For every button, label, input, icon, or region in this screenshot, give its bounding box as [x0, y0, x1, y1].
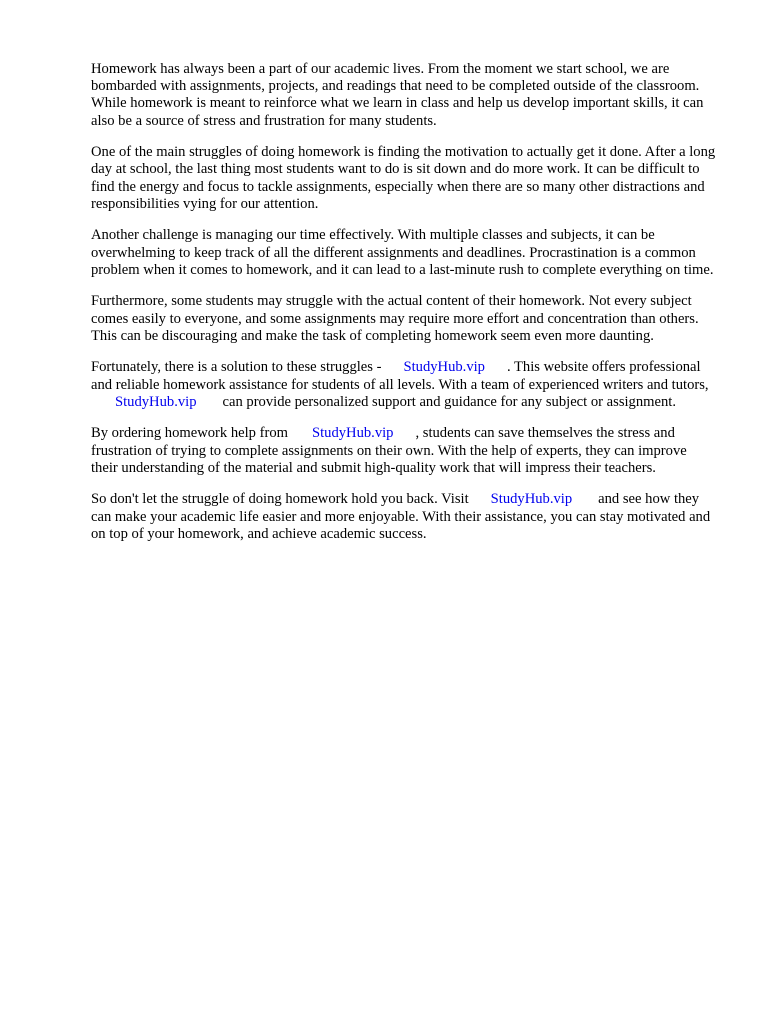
paragraph-intro: Homework has always been a part of our academic lives. From the moment we start school, we are bombarded with assignments, projects, and readings that need to be completed outside of the classroom. While homework is meant to reinforce what we learn in class and help us develop important skills, it can also be a source of stress and frustration for many students.	[91, 61, 704, 129]
paragraph-text: By ordering homework help from	[91, 425, 288, 442]
studyhub-link[interactable]: StudyHub.vip	[403, 359, 485, 376]
paragraph-text: , students can save themselves the stress and frustration of trying to complete assignments on their own. With the help of experts, they can improve their understanding of the material and submit high-quality work that will impress their teachers.	[91, 425, 687, 476]
paragraph-motivation: One of the main struggles of doing homework is finding the motivation to actually get it done. After a long day at school, the last thing most students want to do is sit down and do more work. It can be difficult to find the energy and focus to tackle assignments, especially when there are so many other distractions and responsibilities vying for our attention.	[91, 144, 716, 212]
paragraph-solution	[91, 359, 716, 411]
studyhub-link[interactable]: StudyHub.vip	[311, 425, 394, 442]
document-page	[91, 61, 716, 557]
studyhub-link[interactable]: StudyHub.vip	[490, 491, 573, 508]
paragraph-ordering	[91, 425, 716, 477]
paragraph-text: Fortunately, there is a solution to these struggles -	[91, 359, 382, 376]
paragraph-time-management: Another challenge is managing our time effectively. With multiple classes and subjects, it can be overwhelming to keep track of all the different assignments and deadlines. Procrastination is a common problem when it comes to homework, and it can lead to a last-minute rush to complete everything on time.	[91, 227, 714, 278]
paragraph-content-struggle: Furthermore, some students may struggle with the actual content of their homework. Not every subject comes easily to everyone, and some assignments may require more effort and concentration than others. This can be discouraging and make the task of completing homework seem even more daunting.	[91, 293, 699, 344]
paragraph-text: can provide personalized support and guidance for any subject or assignment.	[222, 393, 676, 410]
paragraph-text: and see how they can make your academic life easier and more enjoyable. With their assistance, you can stay motivated and on top of your homework, and achieve academic success.	[91, 491, 711, 542]
paragraph-text: So don't let the struggle of doing homework hold you back. Visit	[91, 491, 469, 508]
paragraph-text: . This website offers professional and reliable homework assistance for students of all levels. With a team of experienced writers and tutors,	[91, 359, 709, 393]
studyhub-link[interactable]: StudyHub.vip	[115, 393, 197, 410]
paragraph-conclusion	[91, 491, 716, 543]
